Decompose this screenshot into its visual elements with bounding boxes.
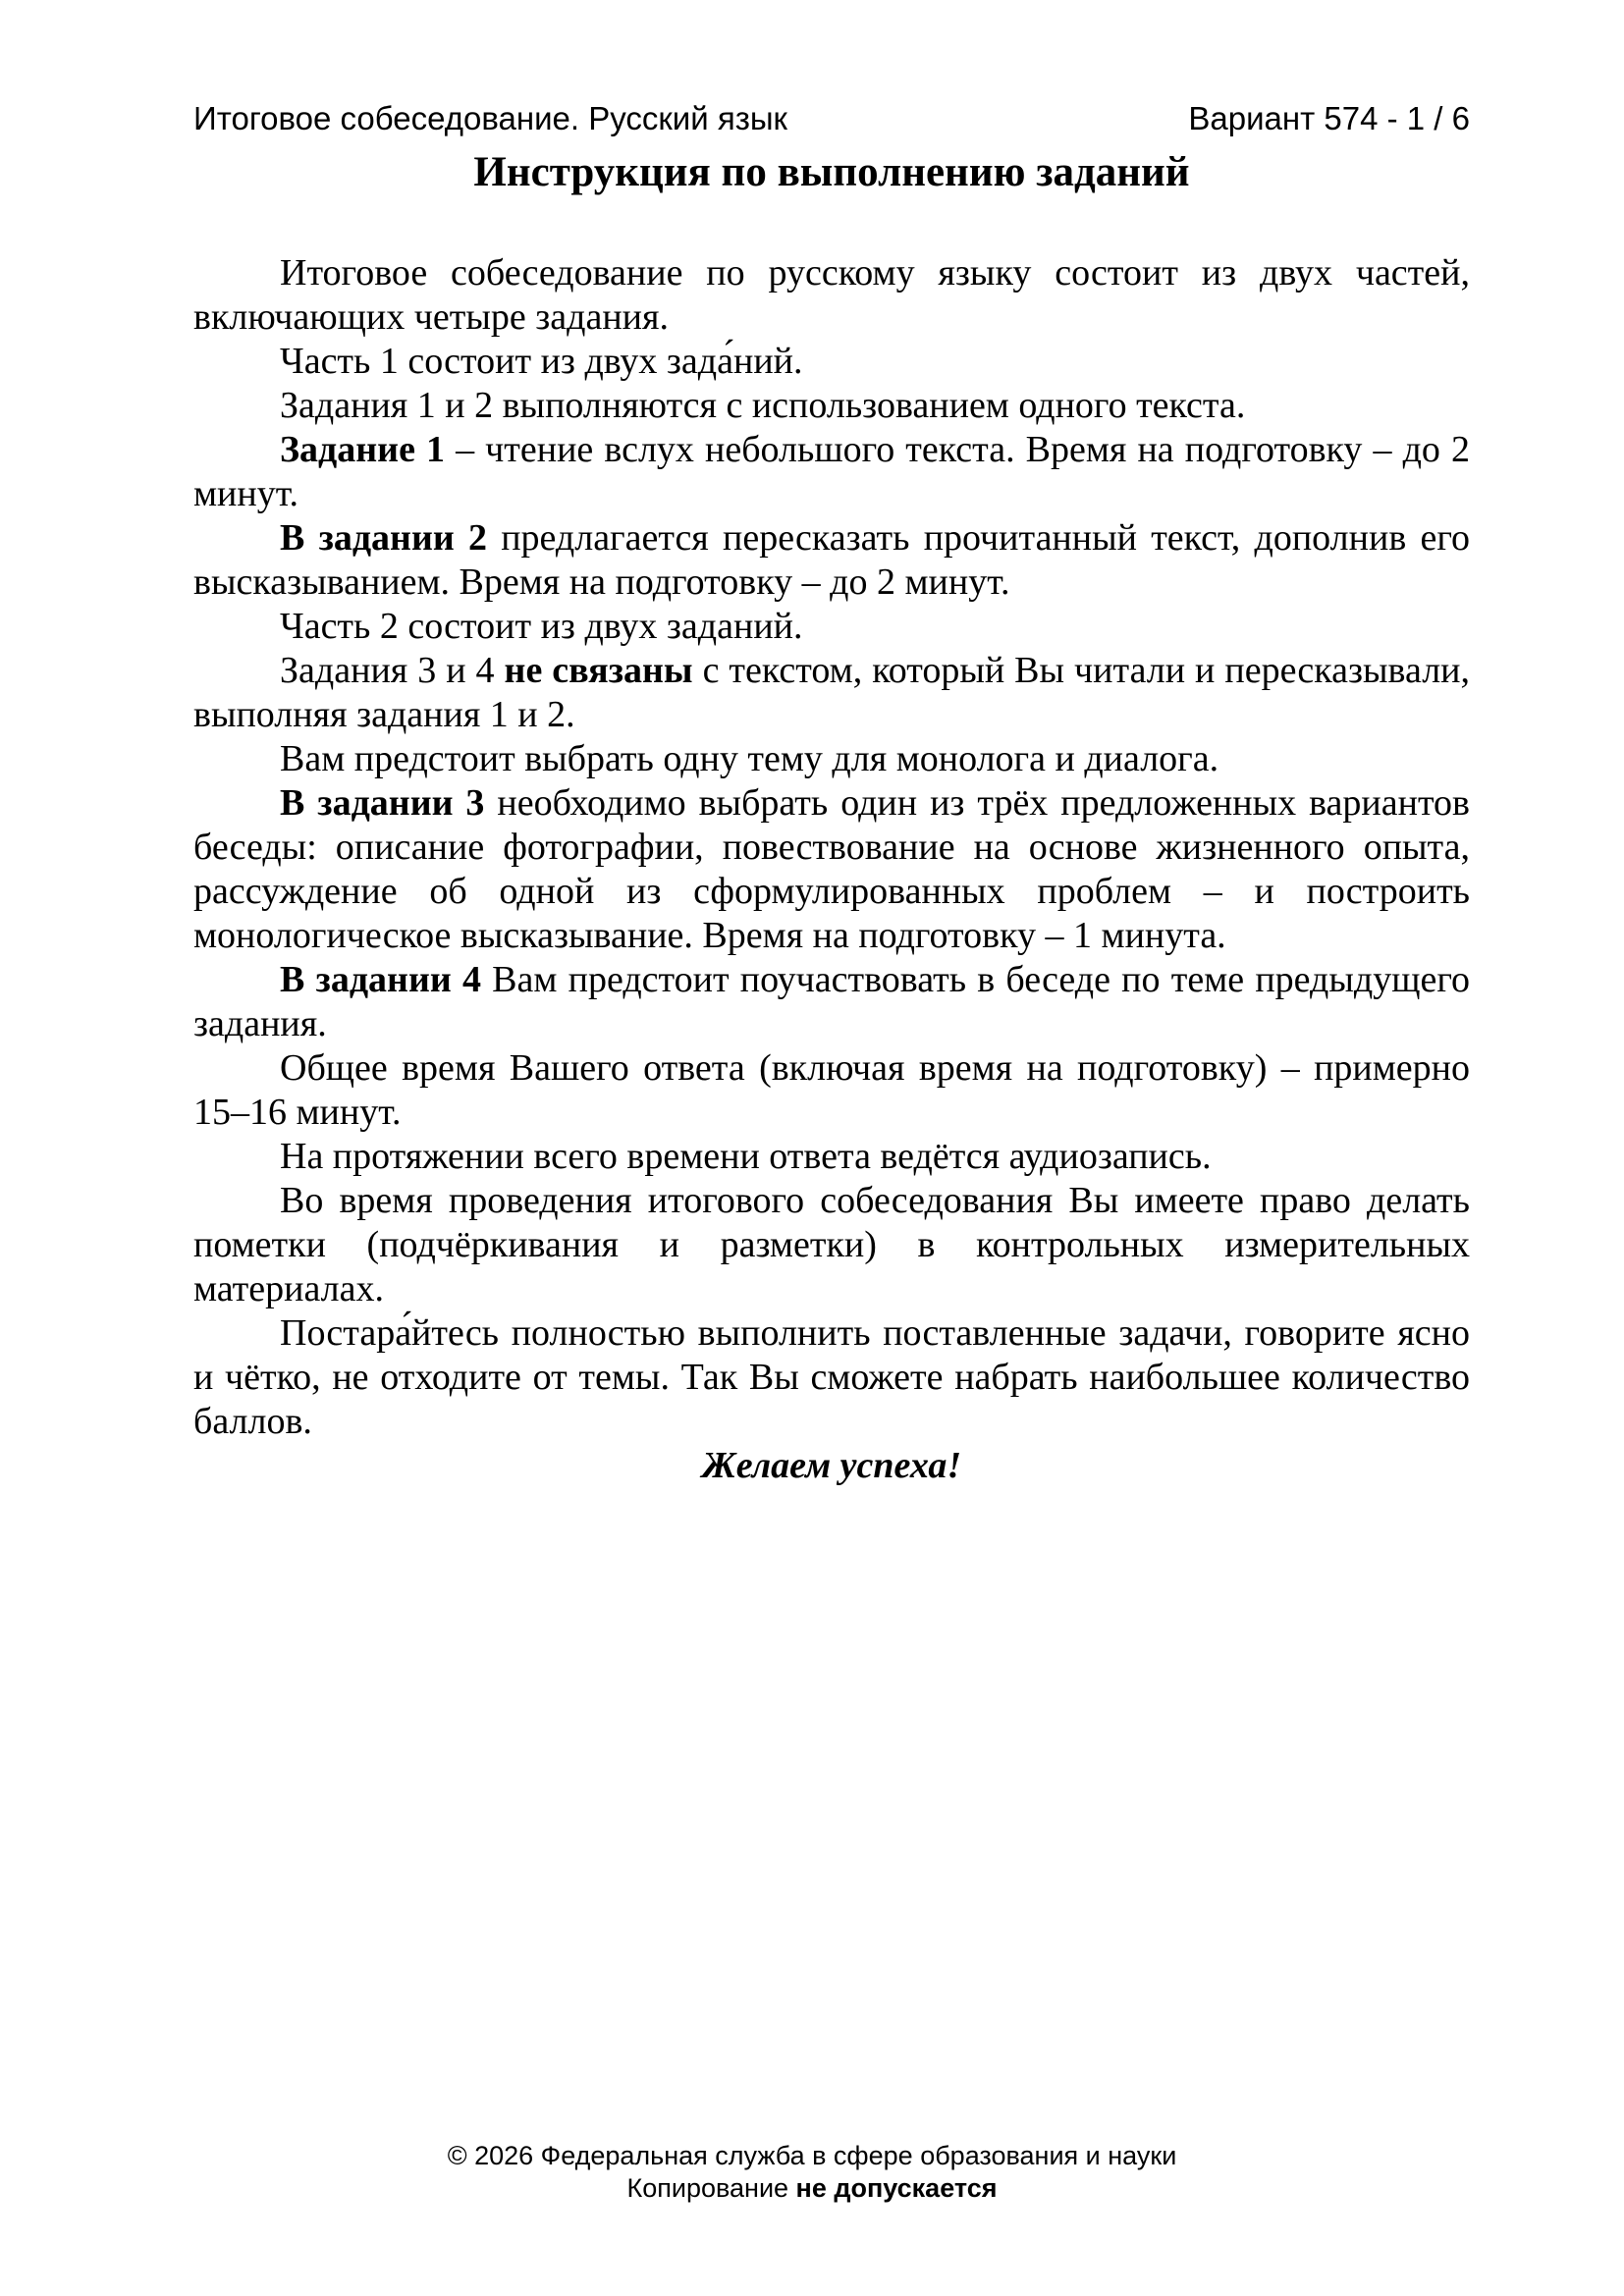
- paragraph: [193, 781, 1470, 958]
- paragraph-run: Задания 3 и 4: [280, 650, 505, 691]
- paragraph-run: необходимо выбрать один из трёх предложенных вариантов беседы: описание фотографии, повествование на основе жизненного опыта, рассуждение об одной из сформулированных проблем – и построить монологическое высказывание. Время на подготовку – 1 минута.: [193, 782, 1470, 956]
- paragraph: [193, 340, 1470, 384]
- page-header: [193, 101, 1470, 136]
- paragraph: [193, 649, 1470, 737]
- paragraph-bold-run: В задании 2: [280, 517, 487, 559]
- paragraph: [193, 1179, 1470, 1311]
- header-subject: Итоговое собеседование. Русский язык: [193, 100, 787, 136]
- paragraph-run: Во время проведения итогового собеседования Вы имеете право делать пометки (подчёркивания и разметки) в контрольных измерительных материалах.: [193, 1180, 1470, 1309]
- instruction-paragraphs: [193, 251, 1470, 1444]
- paragraph-run: Часть 2 состоит из двух заданий.: [280, 606, 803, 647]
- paragraph-bold-run: Задание 1: [280, 429, 446, 470]
- paragraph-run: На протяжении всего времени ответа ведётся аудиозапись.: [280, 1136, 1212, 1177]
- paragraph: [193, 384, 1470, 428]
- paragraph-run: Итоговое собеседование по русскому языку состоит из двух частей, включающих четыре задания.: [193, 252, 1470, 338]
- document-content: [193, 147, 1470, 1488]
- footer-copyright: © 2026 Федеральная служба в сфере образования и науки: [447, 2141, 1177, 2170]
- paragraph-run: Вам предстоит поучаствовать в беседе по теме предыдущего задания.: [193, 959, 1470, 1044]
- page-footer: [0, 2140, 1624, 2205]
- paragraph: [193, 516, 1470, 605]
- paragraph-run: Постара́йтесь полностью выполнить поставленные задачи, говорите ясно и чётко, не отходите от темы. Так Вы сможете набрать наибольшее количество баллов.: [193, 1312, 1470, 1442]
- paragraph-bold-run: не связаны: [504, 650, 693, 691]
- page-title: Инструкция по выполнению заданий: [473, 149, 1190, 195]
- paragraph-bold-run: В задании 4: [280, 959, 481, 1000]
- paragraph-run: – чтение вслух небольшого текста. Время на подготовку – до 2 минут.: [193, 429, 1470, 514]
- paragraph-bold-run: В задании 3: [280, 782, 485, 824]
- paragraph-run: Общее время Вашего ответа (включая время на подготовку) – примерно 15–16 минут.: [193, 1047, 1470, 1133]
- closing-wish: Желаем успеха!: [701, 1445, 962, 1486]
- paragraph: [193, 1135, 1470, 1179]
- paragraph: [193, 251, 1470, 340]
- paragraph-run: Задания 1 и 2 выполняются с использованием одного текста.: [280, 385, 1246, 426]
- footer-warning-bold: не допускается: [795, 2173, 998, 2203]
- paragraph: [193, 605, 1470, 649]
- paragraph: [193, 428, 1470, 516]
- paragraph-run: Часть 1 состоит из двух зада́ний.: [280, 341, 803, 382]
- paragraph-run: предлагается пересказать прочитанный текст, дополнив его высказыванием. Время на подготовку – до 2 минут.: [193, 517, 1470, 603]
- footer-warning-normal: Копирование: [626, 2173, 796, 2203]
- paragraph: [193, 1311, 1470, 1444]
- header-variant: Вариант 574 - 1 / 6: [1188, 100, 1470, 136]
- footer-copy-warning: [0, 2172, 1624, 2205]
- paragraph: [193, 737, 1470, 781]
- paragraph: [193, 1046, 1470, 1135]
- paragraph-run: Вам предстоит выбрать одну тему для монолога и диалога.: [280, 738, 1219, 779]
- paragraph-run: с текстом, который Вы читали и пересказывали, выполняя задания 1 и 2.: [193, 650, 1470, 735]
- paragraph: [193, 958, 1470, 1046]
